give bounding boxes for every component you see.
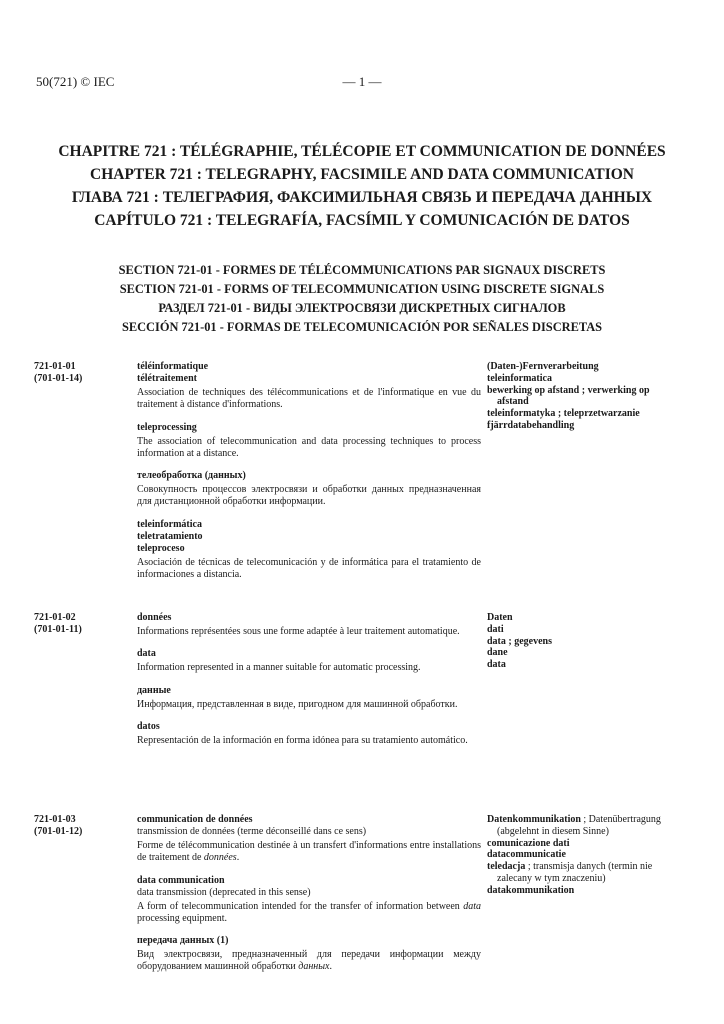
term-de-alt: ; Datenübertragung	[580, 814, 661, 825]
definition-ru	[137, 935, 481, 974]
definition-text: Association de techniques des télécommunications et de l'informatique en vue du traitement à distance d'informations.	[137, 387, 481, 411]
definition-text-end: .	[329, 961, 332, 973]
term-sv: datakommunikation	[487, 884, 575, 896]
cross-reference: data	[463, 900, 481, 912]
term-it: dati	[487, 623, 504, 635]
definition-en	[137, 875, 481, 926]
definition-text: Information represented in a manner suitable for automatic processing.	[137, 662, 421, 674]
term-fr: télétraitement	[137, 373, 197, 384]
other-language-terms	[487, 361, 687, 432]
term-de: Datenkommunikation	[487, 814, 581, 825]
section-title-ru: РАЗДЕЛ 721-01 - ВИДЫ ЭЛЕКТРОСВЯЗИ ДИСКРЕТНЫХ СИГНАЛОВ	[158, 301, 566, 315]
page-header	[36, 74, 688, 92]
definition-text-end: .	[236, 852, 240, 864]
term-ru: телеобработка (данных)	[137, 470, 246, 482]
entry-definitions	[137, 612, 481, 757]
definition-text	[137, 901, 481, 926]
entry-old-id: (701-01-14)	[34, 373, 83, 384]
term-fr: communication de données	[137, 814, 253, 825]
definition-text-end: processing equipment.	[137, 912, 227, 924]
entry-id: 721-01-02	[34, 612, 76, 623]
definition-fr	[137, 814, 481, 865]
term-en: data	[137, 648, 156, 660]
entry-old-id: (701-01-12)	[34, 826, 83, 837]
definition-text-start: Forme de télécommunication destinée à un transfert d'informations entre installations de traitement de	[137, 840, 481, 864]
entry-number	[34, 361, 124, 385]
entry-number	[34, 612, 124, 636]
definition-ru	[137, 685, 481, 711]
definition-text: Representación de la información en forma idónea para su tratamiento automático.	[137, 734, 468, 746]
other-language-terms	[487, 814, 687, 897]
entry-definitions	[137, 361, 481, 591]
term-pl: dane	[487, 647, 508, 659]
term-nl: data ; gegevens	[487, 635, 552, 647]
term-nl: datacommunicatie	[487, 849, 566, 861]
term-ru: передача данных (1)	[137, 935, 229, 947]
definition-text: Информация, представленная в виде, пригодном для машинной обработки.	[137, 698, 458, 710]
deprecated-term-en: data transmission (deprecated in this sense)	[137, 886, 311, 898]
definition-fr	[137, 612, 481, 638]
term-de: Daten	[487, 612, 513, 623]
term-pl-line	[487, 861, 687, 873]
cross-reference: данных	[298, 961, 330, 973]
term-de: (Daten-)Fernverarbeitung	[487, 361, 599, 372]
definition-text-start: A form of telecommunication intended for the transfer of information between	[137, 900, 464, 912]
term-it: comunicazione dati	[487, 837, 570, 849]
definition-es	[137, 519, 481, 582]
term-it: teleinformatica	[487, 372, 552, 384]
term-pl-note: zalecany w tym znaczeniu)	[497, 872, 606, 884]
entry-id: 721-01-03	[34, 814, 76, 825]
term-en: teleprocessing	[137, 421, 197, 433]
definition-text: Informations représentées sous une forme adaptée à leur traitement automatique.	[137, 626, 460, 637]
definition-text: Asociación de técnicas de telecomunicación y de informática para el tratamiento de informaciones a distancia.	[137, 556, 481, 581]
term-fr: données	[137, 612, 172, 623]
term-fr: téléinformatique	[137, 361, 209, 372]
entry-definitions	[137, 814, 481, 984]
cross-reference: données	[203, 852, 237, 864]
definition-es	[137, 721, 481, 747]
term-sv: fjärrdatabehandling	[487, 419, 575, 431]
definition-ru	[137, 470, 481, 509]
definition-text	[137, 949, 481, 974]
term-pl: teledacja	[487, 861, 526, 873]
term-pl-alt: ; transmisja danych (termin nie	[525, 861, 653, 873]
section-title-fr: SECTION 721-01 - FORMES DE TÉLÉCOMMUNICATIONS PAR SIGNAUX DISCRETS	[118, 263, 606, 277]
page-number: — 1 —	[342, 74, 382, 89]
term-de-line	[487, 814, 687, 826]
deprecated-term-fr: transmission de données (terme déconseillé dans ce sens)	[137, 826, 367, 837]
entry-old-id: (701-01-11)	[34, 624, 82, 635]
chapter-title-es: CAPÍTULO 721 : TELEGRAFÍA, FACSÍMIL Y COMUNICACIÓN DE DATOS	[94, 212, 630, 229]
term-es: datos	[137, 720, 160, 732]
term-sv: data	[487, 659, 506, 671]
definition-en	[137, 648, 481, 674]
section-title-en: SECTION 721-01 - FORMS OF TELECOMMUNICATION USING DISCRETE SIGNALS	[119, 282, 605, 296]
term-pl: teleinformatyka ; teleprzetwarzanie	[487, 408, 640, 420]
term-nl-continued: afstand	[497, 396, 529, 408]
term-de-note: (abgelehnt in diesem Sinne)	[497, 825, 609, 837]
term-ru: данные	[137, 684, 171, 696]
term-es: teletratamiento	[137, 530, 203, 542]
entry-number	[34, 814, 124, 838]
term-es: teleproceso	[137, 542, 185, 554]
term-nl: bewerking op afstand ; verwerking op	[487, 384, 650, 396]
section-titles	[0, 261, 724, 337]
term-es: teleinformática	[137, 518, 202, 530]
document-reference: 50(721) © IEC	[36, 74, 115, 89]
chapter-title-en: CHAPTER 721 : TELEGRAPHY, FACSIMILE AND DATA COMMUNICATION	[90, 166, 634, 183]
definition-en	[137, 422, 481, 461]
chapter-title-fr: CHAPITRE 721 : TÉLÉGRAPHIE, TÉLÉCOPIE ET COMMUNICATION DE DONNÉES	[58, 143, 666, 160]
entry-id: 721-01-01	[34, 361, 76, 372]
definition-fr	[137, 361, 481, 412]
chapter-titles	[0, 140, 724, 232]
definition-text: Совокупность процессов электросвязи и обработки данных предназначенная для дистанционной обработки информации.	[137, 484, 481, 508]
chapter-title-ru: ГЛАВА 721 : ТЕЛЕГРАФИЯ, ФАКСИМИЛЬНАЯ СВЯЗЬ И ПЕРЕДАЧА ДАННЫХ	[71, 189, 653, 206]
section-title-es: SECCIÓN 721-01 - FORMAS DE TELECOMUNICACIÓN POR SEÑALES DISCRETAS	[121, 320, 603, 334]
other-language-terms	[487, 612, 687, 671]
definition-text: The association of telecommunication and data processing techniques to process information at a distance.	[137, 435, 481, 459]
definition-text-start: Вид электросвязи, предназначенный для передачи информации между оборудованием машинной обработки	[137, 949, 481, 973]
definition-text	[137, 840, 481, 865]
term-en: data communication	[137, 874, 225, 886]
